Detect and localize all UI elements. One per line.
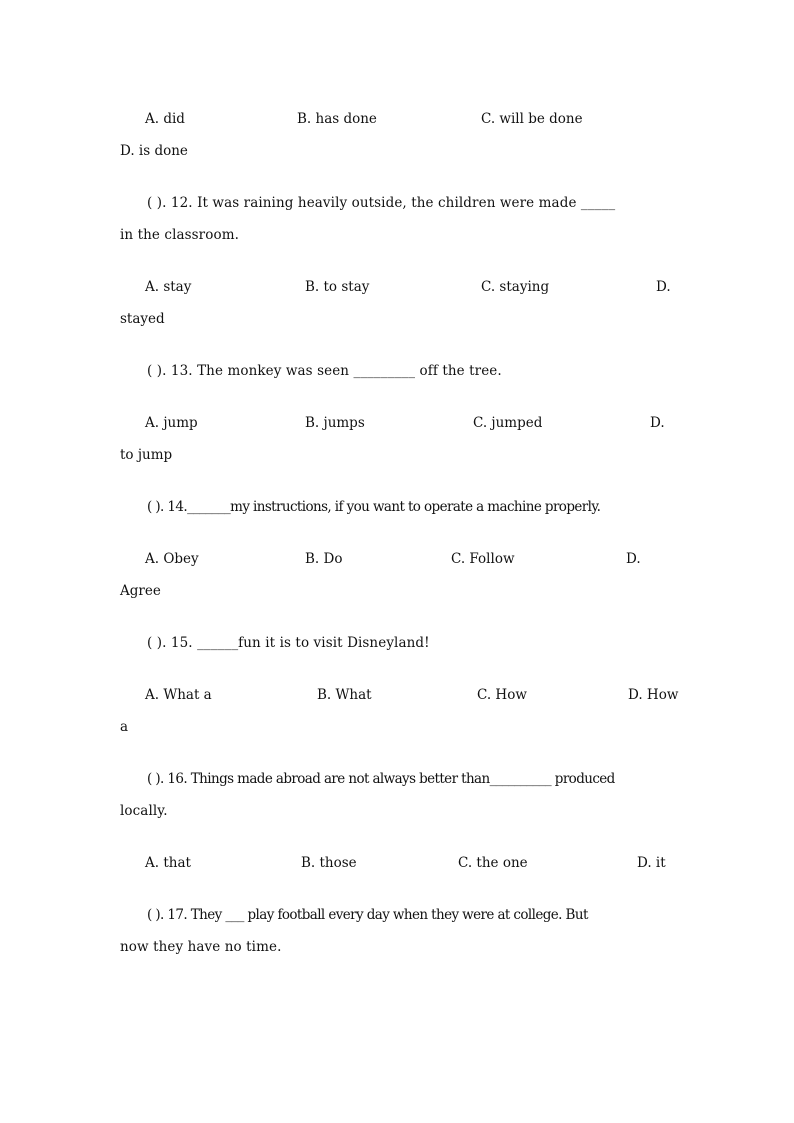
option-d-tail: stayed — [120, 311, 165, 327]
question-14: ( ). 14._______my instructions, if you want to operate a machine properly. — [147, 499, 601, 515]
option-a: A. that — [145, 855, 191, 871]
option-b: B. jumps — [305, 415, 365, 431]
option-d-tail: to jump — [120, 447, 173, 463]
question-16-line-1: ( ). 16. Things made abroad are not always better than__________ produced — [147, 771, 615, 787]
option-d-tail: Agree — [120, 583, 161, 599]
option-c: C. Follow — [451, 551, 515, 567]
option-a: A. What a — [145, 687, 212, 703]
option-d: D. it — [637, 855, 666, 871]
option-b: B. those — [301, 855, 357, 871]
option-d-tail: a — [120, 719, 129, 735]
option-c: C. the one — [458, 855, 528, 871]
option-c: C. jumped — [473, 415, 543, 431]
option-d: D. is done — [120, 143, 188, 159]
question-12-line-2: in the classroom. — [120, 227, 239, 243]
question-12-line-1: ( ). 12. It was raining heavily outside, the children were made _____ — [147, 195, 616, 211]
option-d-head: D. — [650, 415, 665, 431]
option-b: B. to stay — [305, 279, 370, 295]
option-a: A. stay — [145, 279, 192, 295]
option-d-head: D. How — [628, 687, 679, 703]
option-c: C. will be done — [481, 111, 583, 127]
question-13: ( ). 13. The monkey was seen _________ off the tree. — [147, 363, 502, 379]
question-17-line-2: now they have no time. — [120, 939, 282, 955]
option-a: A. did — [145, 111, 185, 127]
option-c: C. staying — [481, 279, 550, 295]
option-c: C. How — [477, 687, 527, 703]
option-d-head: D. — [656, 279, 671, 295]
option-a: A. Obey — [145, 551, 199, 567]
option-b: B. Do — [305, 551, 343, 567]
question-15: ( ). 15. ______fun it is to visit Disneyland! — [147, 635, 430, 651]
option-a: A. jump — [145, 415, 198, 431]
question-17-line-1: ( ). 17. They ___ play football every day when they were at college. But — [147, 907, 588, 923]
question-16-line-2: locally. — [120, 803, 168, 819]
option-b: B. has done — [297, 111, 377, 127]
option-b: B. What — [317, 687, 372, 703]
option-d-head: D. — [626, 551, 641, 567]
